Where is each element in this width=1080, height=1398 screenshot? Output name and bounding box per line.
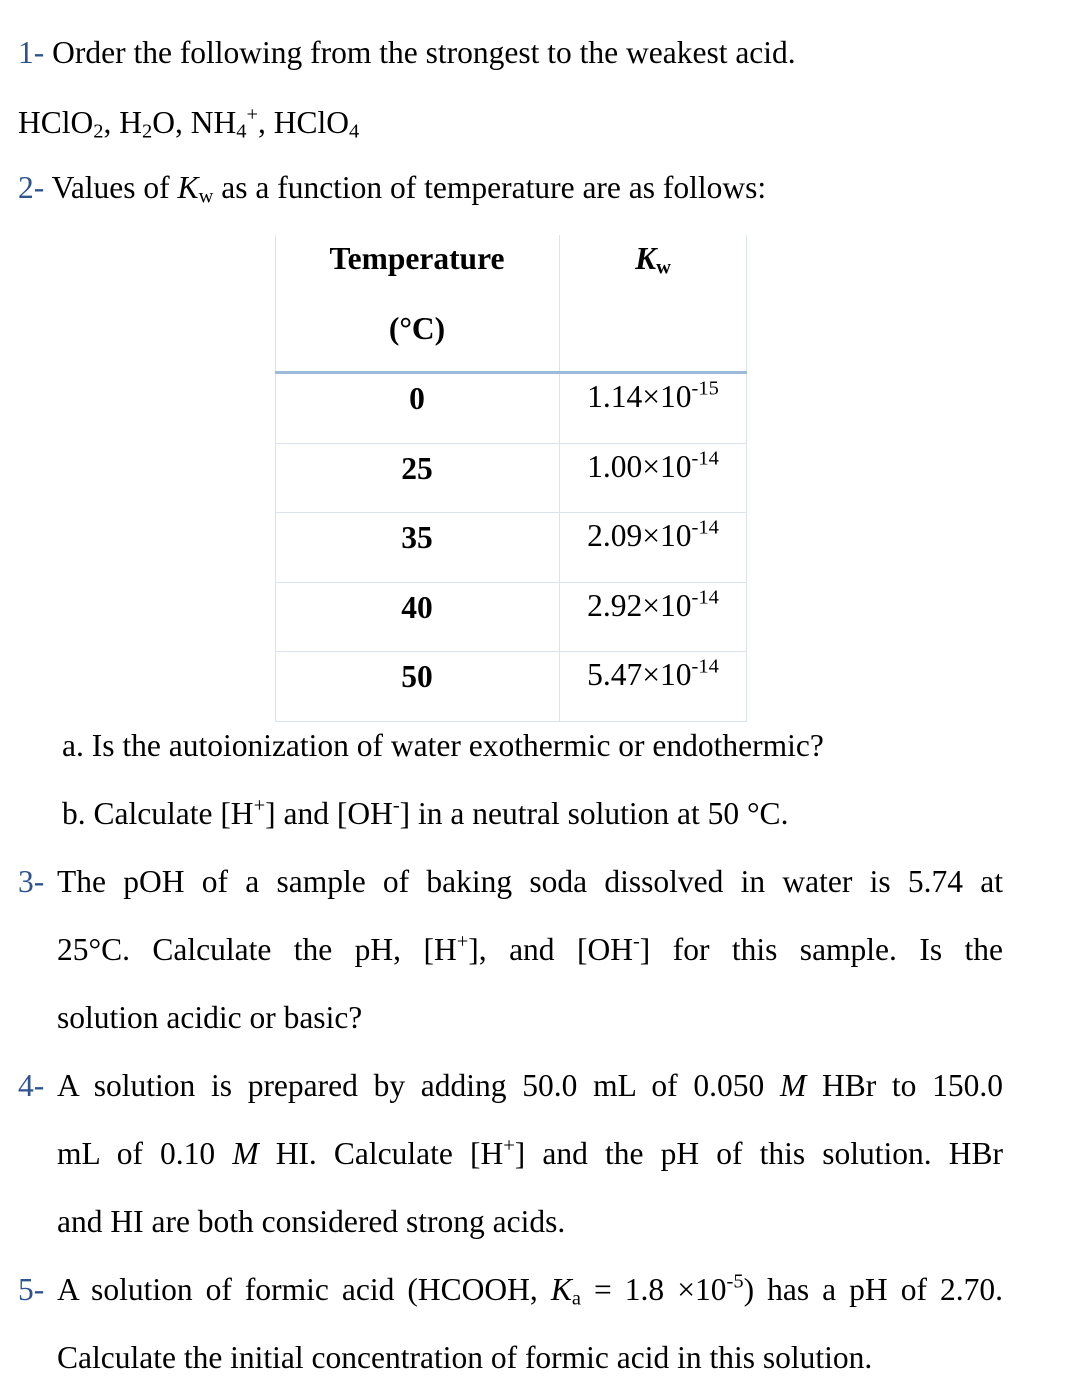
table-header-temperature: Temperature (329, 241, 505, 276)
table-row-temp: 25 (401, 451, 433, 486)
table-row-kw: $1.00\times 10^{-14}$ (587, 447, 719, 484)
table-row-kw: $2.92\times 10^{-14}$ (587, 586, 719, 623)
species-nh4: $NH_4^+$ (190, 103, 259, 143)
question-4-line-3: and HI are both considered strong acids. (57, 1204, 566, 1239)
species-hclo2: HClO$_2$ (18, 105, 104, 143)
question-5-line-2: Calculate the initial concentration of formic acid in this solution. (57, 1340, 873, 1375)
species-hclo4: HClO$_4$ (273, 105, 360, 143)
species-h2o: $H_2O$ (119, 105, 175, 143)
table-row-temp: 40 (401, 590, 433, 625)
table-row-kw: $5.47\times 10^{-14}$ (587, 655, 719, 692)
question-2b: b. Calculate [H+] and [OH-] in a neutral solution at 50 °C. (62, 794, 789, 831)
question-3-line-2: 25°C. Calculate the pH, [H+], and [OH-] for this sample. Is the (57, 930, 1003, 967)
question-1 (18, 33, 796, 73)
table-row-temp: 35 (401, 520, 433, 555)
question-4-line-1: A solution is prepared by adding 50.0 mL of 0.050 M HBr to 150.0 (57, 1068, 1004, 1103)
question-1-number: 1- (18, 35, 45, 70)
question-2: 2- Values of $K_w$ as a function of temperature are as follows: (18, 170, 767, 208)
question-3-number: 3- (18, 864, 45, 899)
table-row-kw: $2.09\times 10^{-14}$ (587, 516, 719, 553)
question-2a: a. Is the autoionization of water exothermic or endothermic? (62, 728, 824, 763)
question-3-line-1: The pOH of a sample of baking soda dissolved in water is 5.74 at (57, 864, 1003, 899)
question-5-number: 5- (18, 1272, 45, 1307)
table-header-unit: (°C) (388, 311, 446, 346)
table-header-kw: $K_w$ (635, 241, 671, 279)
kw-table (275, 235, 747, 722)
question-5-line-1: A solution of formic acid (HCOOH, $K_a = 1.8 \times 10^{-5}$) has a pH of 2.70. (57, 1270, 1003, 1310)
ka-symbol: $K_a$ (550, 1272, 581, 1310)
acid-species-list: HClO$_2$, $H_2O$, $NH_4^+$, HClO$_4$ (18, 103, 360, 143)
table-row-temp: 50 (401, 659, 433, 694)
table-row-kw: $1.14\times 10^{-15}$ (587, 377, 719, 414)
question-1-text: Order the following from the strongest to the weakest acid. (52, 35, 796, 70)
kw-symbol: $K_w$ (177, 170, 214, 208)
question-3-line-3: solution acidic or basic? (57, 1000, 363, 1035)
question-4-line-2: mL of 0.10 M HI. Calculate [H+] and the pH of this solution. HBr (57, 1134, 1003, 1171)
question-2-number: 2- (18, 170, 45, 205)
table-row-temp: 0 (409, 381, 425, 416)
question-4-number: 4- (18, 1068, 45, 1103)
